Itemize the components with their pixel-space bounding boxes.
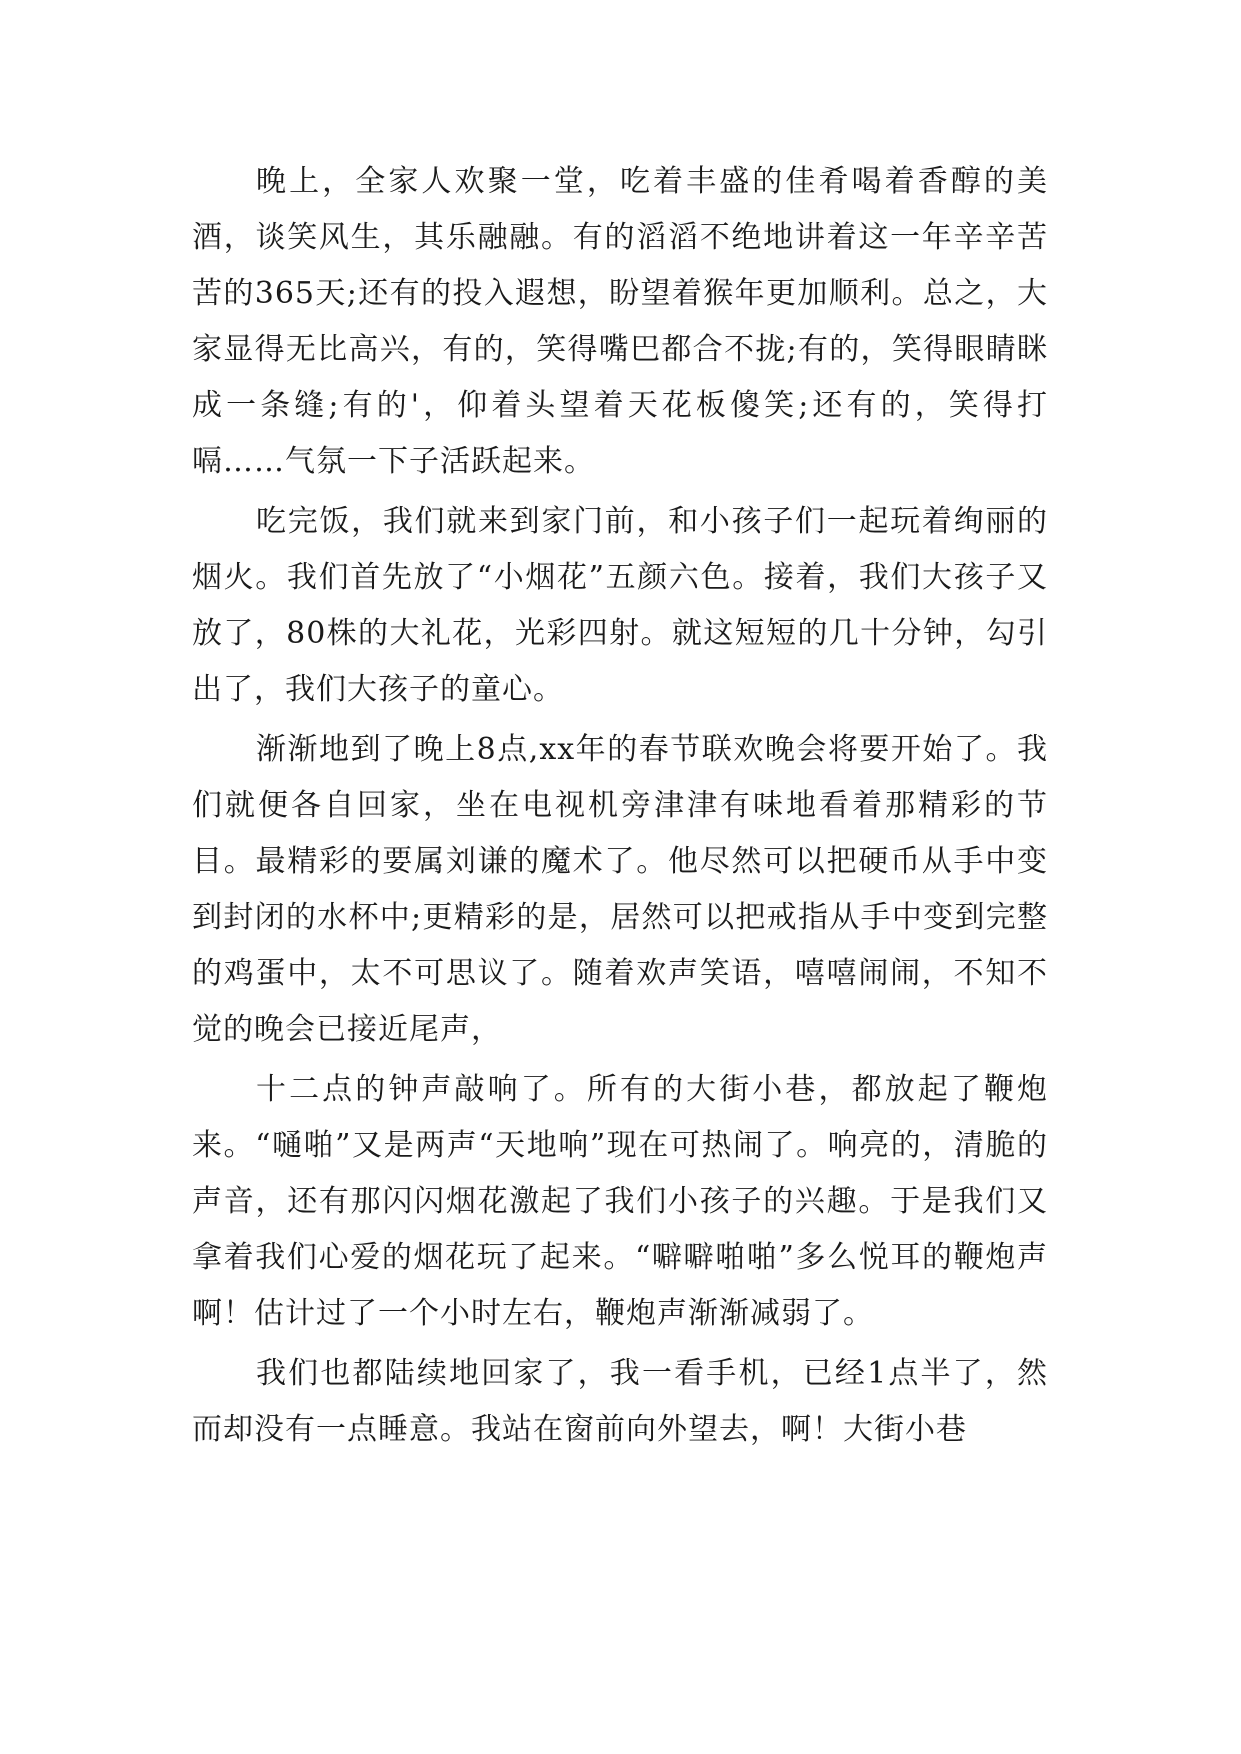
document-body bbox=[192, 154, 1048, 1458]
paragraph: 我们也都陆续地回家了，我一看手机，已经1点半了，然而却没有一点睡意。我站在窗前向外望去，啊！大街小巷 bbox=[192, 1356, 1048, 1447]
paragraph: 十二点的钟声敲响了。所有的大街小巷，都放起了鞭炮来。“嗵啪”又是两声“天地响”现在可热闹了。响亮的，清脆的声音，还有那闪闪烟花激起了我们小孩子的兴趣。于是我们又拿着我们心爱的烟花玩了起来。“噼噼啪啪”多么悦耳的鞭炮声啊！估计过了一个小时左右，鞭炮声渐渐减弱了。 bbox=[192, 1072, 1048, 1331]
paragraph: 渐渐地到了晚上8点,xx年的春节联欢晚会将要开始了。我们就便各自回家，坐在电视机旁津津有味地看着那精彩的节目。最精彩的要属刘谦的魔术了。他尽然可以把硬币从手中变到封闭的水杯中;更精彩的是，居然可以把戒指从手中变到完整的鸡蛋中，太不可思议了。随着欢声笑语，嘻嘻闹闹，不知不觉的晚会已接近尾声， bbox=[192, 732, 1048, 1047]
paragraph: 晚上，全家人欢聚一堂，吃着丰盛的佳肴喝着香醇的美酒，谈笑风生，其乐融融。有的滔滔不绝地讲着这一年辛辛苦苦的365天;还有的投入遐想，盼望着猴年更加顺利。总之，大家显得无比高兴，有的，笑得嘴巴都合不拢;有的，笑得眼睛眯成一条缝;有的'，仰着头望着天花板傻笑;还有的，笑得打嗝……气氛一下子活跃起来。 bbox=[192, 164, 1048, 479]
paragraph: 吃完饭，我们就来到家门前，和小孩子们一起玩着绚丽的烟火。我们首先放了“小烟花”五颜六色。接着，我们大孩子又放了，80株的大礼花，光彩四射。就这短短的几十分钟，勾引出了，我们大孩子的童心。 bbox=[192, 504, 1048, 707]
